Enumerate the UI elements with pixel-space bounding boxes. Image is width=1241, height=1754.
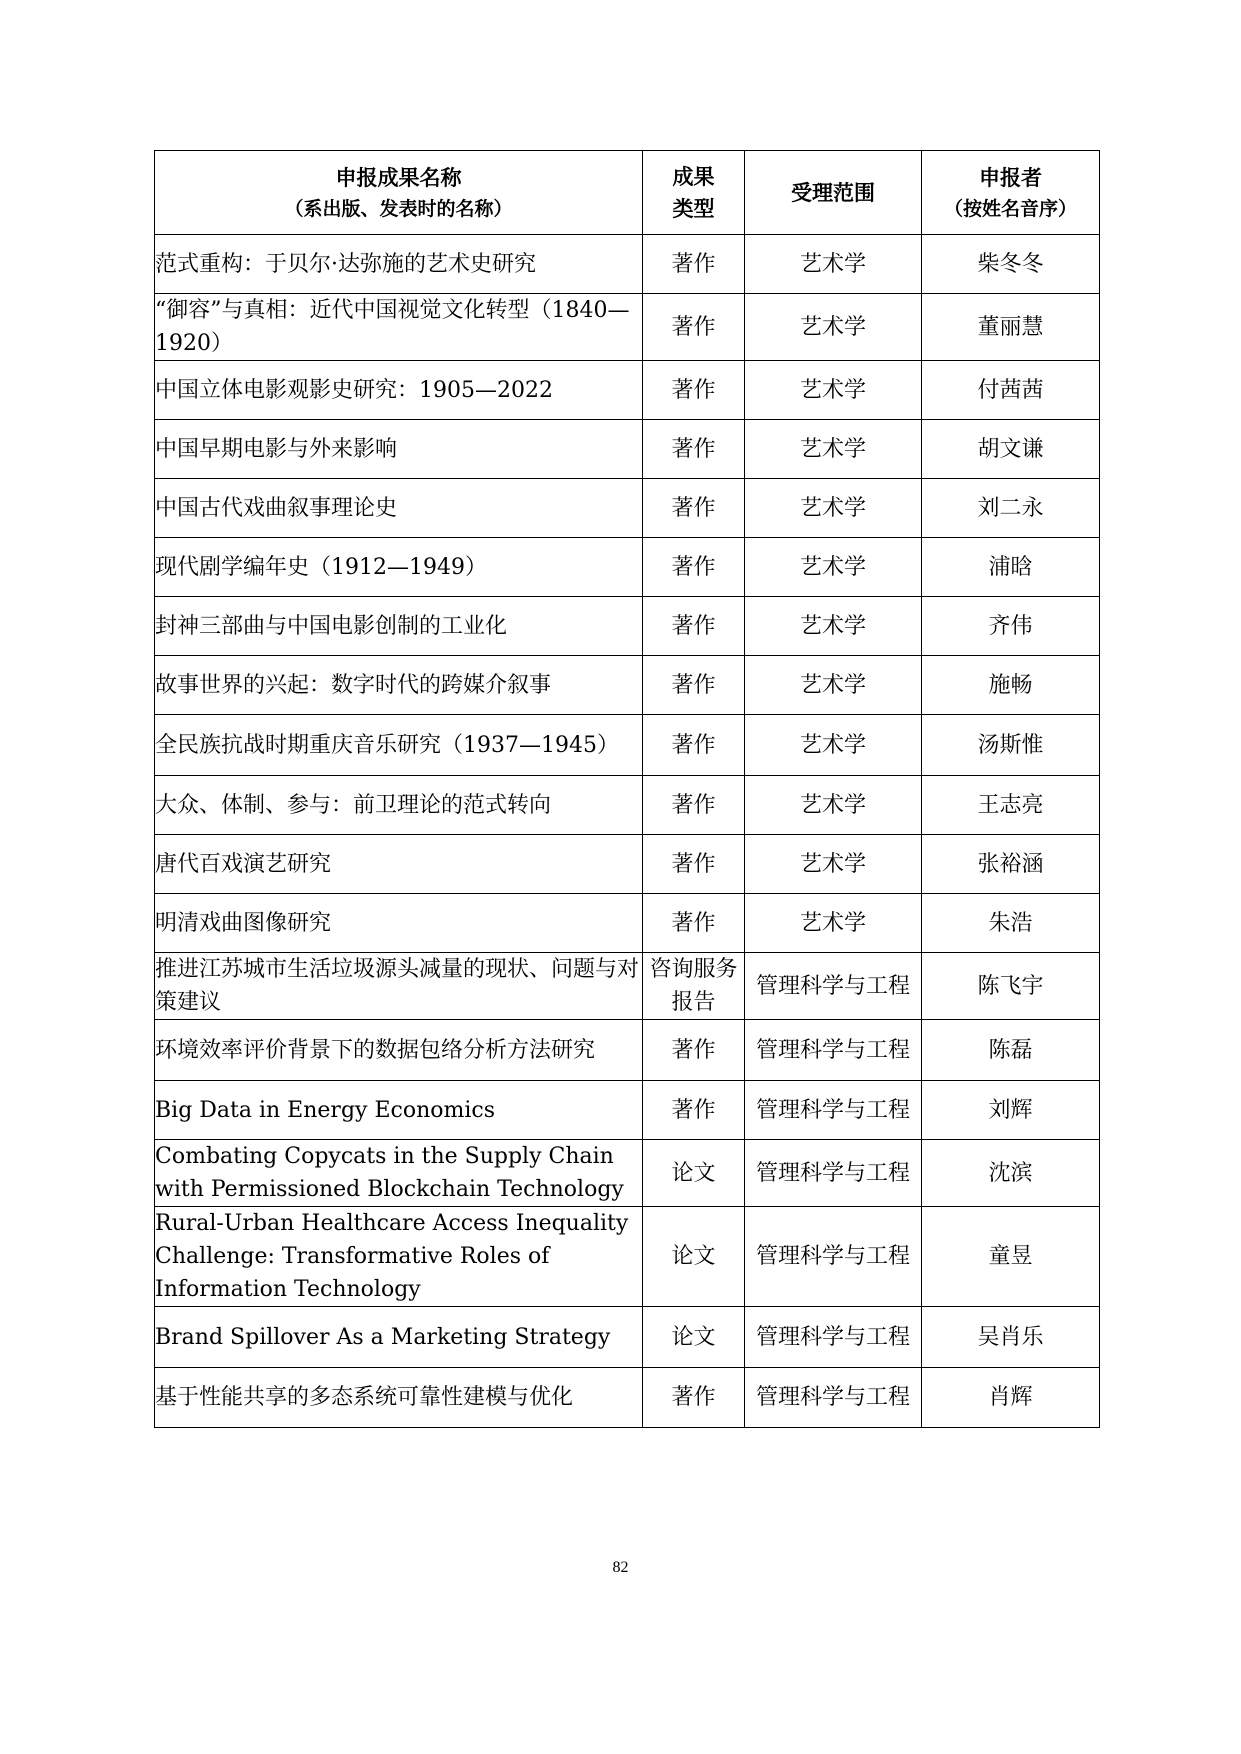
row-title: Big Data in Energy Economics — [155, 1081, 643, 1140]
row-applicant: 刘二永 — [922, 479, 1100, 538]
row-scope: 艺术学 — [745, 894, 922, 953]
row-title: 基于性能共享的多态系统可靠性建模与优化 — [155, 1368, 643, 1428]
row-scope: 管理科学与工程 — [745, 1207, 922, 1307]
row-title: 大众、体制、参与：前卫理论的范式转向 — [155, 776, 643, 835]
row-scope: 管理科学与工程 — [745, 1081, 922, 1140]
row-title: 中国立体电影观影史研究：1905—2022 — [155, 361, 643, 420]
row-applicant: 陈飞宇 — [922, 953, 1100, 1020]
header-applicant: 申报者 — [979, 164, 1042, 190]
row-applicant: 陈磊 — [922, 1020, 1100, 1081]
header-row — [155, 151, 1100, 235]
table-row — [155, 235, 1100, 294]
row-applicant: 董丽慧 — [922, 294, 1100, 361]
row-type: 著作 — [643, 1368, 745, 1428]
row-type: 著作 — [643, 479, 745, 538]
header-title-sub: （系出版、发表时的名称） — [284, 197, 513, 220]
row-title: 中国早期电影与外来影响 — [155, 420, 643, 479]
row-type: 咨询服务报告 — [643, 953, 745, 1020]
row-applicant: 柴冬冬 — [922, 235, 1100, 294]
row-scope: 艺术学 — [745, 715, 922, 776]
table-row — [155, 835, 1100, 894]
row-applicant: 沈滨 — [922, 1140, 1100, 1207]
header-scope-cell — [745, 151, 922, 235]
table-header — [155, 151, 1100, 235]
row-applicant: 朱浩 — [922, 894, 1100, 953]
row-type: 著作 — [643, 1020, 745, 1081]
table-row — [155, 1140, 1100, 1207]
row-type: 论文 — [643, 1207, 745, 1307]
row-scope: 管理科学与工程 — [745, 1020, 922, 1081]
row-applicant: 刘辉 — [922, 1081, 1100, 1140]
header-applicant-cell — [922, 151, 1100, 235]
row-scope: 艺术学 — [745, 361, 922, 420]
row-type: 著作 — [643, 776, 745, 835]
table-row — [155, 1307, 1100, 1368]
row-type: 著作 — [643, 294, 745, 361]
table-row — [155, 479, 1100, 538]
table-row — [155, 294, 1100, 361]
row-title: 现代剧学编年史（1912—1949） — [155, 538, 643, 597]
row-scope: 艺术学 — [745, 538, 922, 597]
row-scope: 艺术学 — [745, 597, 922, 656]
header-type-cell — [643, 151, 745, 235]
row-scope: 艺术学 — [745, 420, 922, 479]
row-title: 中国古代戏曲叙事理论史 — [155, 479, 643, 538]
table-row — [155, 538, 1100, 597]
row-type: 著作 — [643, 1081, 745, 1140]
row-scope: 艺术学 — [745, 294, 922, 361]
table-row — [155, 361, 1100, 420]
row-type: 著作 — [643, 656, 745, 715]
header-title: 申报成果名称 — [335, 164, 462, 190]
table-row — [155, 776, 1100, 835]
header-type-line1: 成果 — [672, 163, 715, 189]
row-scope: 管理科学与工程 — [745, 1368, 922, 1428]
row-applicant: 张裕涵 — [922, 835, 1100, 894]
table-row — [155, 420, 1100, 479]
row-type: 著作 — [643, 597, 745, 656]
row-type: 著作 — [643, 715, 745, 776]
row-applicant: 肖辉 — [922, 1368, 1100, 1428]
row-type: 著作 — [643, 420, 745, 479]
row-scope: 管理科学与工程 — [745, 1140, 922, 1207]
row-applicant: 施畅 — [922, 656, 1100, 715]
row-scope: 艺术学 — [745, 235, 922, 294]
table-row — [155, 656, 1100, 715]
row-scope: 艺术学 — [745, 776, 922, 835]
row-title: 范式重构：于贝尔·达弥施的艺术史研究 — [155, 235, 643, 294]
header-type-line2: 类型 — [672, 195, 715, 221]
row-scope: 艺术学 — [745, 479, 922, 538]
table-body — [155, 235, 1100, 1428]
row-title: 明清戏曲图像研究 — [155, 894, 643, 953]
row-title: Combating Copycats in the Supply Chain with Permissioned Blockchain Technology — [155, 1140, 643, 1207]
row-type: 论文 — [643, 1307, 745, 1368]
row-type: 论文 — [643, 1140, 745, 1207]
row-applicant: 汤斯惟 — [922, 715, 1100, 776]
header-scope: 受理范围 — [791, 179, 875, 205]
row-applicant: 齐伟 — [922, 597, 1100, 656]
table-row — [155, 1020, 1100, 1081]
table-row — [155, 953, 1100, 1020]
awards-table — [154, 150, 1100, 1428]
row-type: 著作 — [643, 361, 745, 420]
row-title: 推进江苏城市生活垃圾源头减量的现状、问题与对策建议 — [155, 953, 643, 1020]
row-applicant: 吴肖乐 — [922, 1307, 1100, 1368]
row-title: 故事世界的兴起：数字时代的跨媒介叙事 — [155, 656, 643, 715]
table-row — [155, 1207, 1100, 1307]
table-row — [155, 1081, 1100, 1140]
row-title: Rural-Urban Healthcare Access Inequality Challenge: Transformative Roles of Information Technology — [155, 1207, 643, 1307]
table-row — [155, 597, 1100, 656]
header-applicant-sub: （按姓名音序） — [943, 197, 1077, 220]
table-row — [155, 894, 1100, 953]
row-title: 封神三部曲与中国电影创制的工业化 — [155, 597, 643, 656]
row-title: 全民族抗战时期重庆音乐研究（1937—1945） — [155, 715, 643, 776]
row-type: 著作 — [643, 835, 745, 894]
row-title: “御容”与真相：近代中国视觉文化转型（1840—1920） — [155, 294, 643, 361]
row-applicant: 童昱 — [922, 1207, 1100, 1307]
row-scope: 艺术学 — [745, 835, 922, 894]
header-title-cell — [155, 151, 643, 235]
row-title: Brand Spillover As a Marketing Strategy — [155, 1307, 643, 1368]
row-type: 著作 — [643, 538, 745, 597]
row-title: 环境效率评价背景下的数据包络分析方法研究 — [155, 1020, 643, 1081]
row-applicant: 王志亮 — [922, 776, 1100, 835]
row-applicant: 胡文谦 — [922, 420, 1100, 479]
row-applicant: 浦晗 — [922, 538, 1100, 597]
row-type: 著作 — [643, 235, 745, 294]
row-scope: 管理科学与工程 — [745, 1307, 922, 1368]
row-applicant: 付茜茜 — [922, 361, 1100, 420]
row-type: 著作 — [643, 894, 745, 953]
table-row — [155, 715, 1100, 776]
row-title: 唐代百戏演艺研究 — [155, 835, 643, 894]
page-number: 82 — [612, 1559, 629, 1576]
table-row — [155, 1368, 1100, 1428]
row-scope: 艺术学 — [745, 656, 922, 715]
row-scope: 管理科学与工程 — [745, 953, 922, 1020]
